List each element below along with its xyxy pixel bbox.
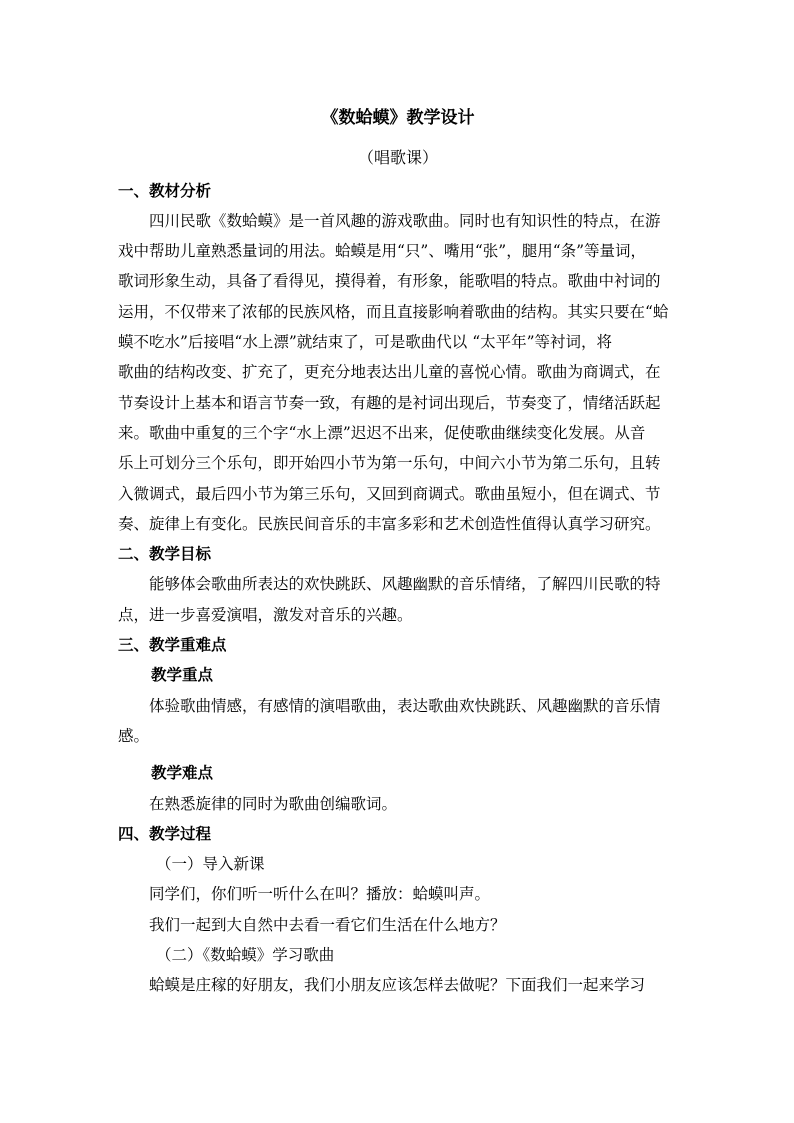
document-content: [118, 103, 678, 1001]
subheading-key-point: 教学重点: [151, 665, 214, 685]
paragraph-line: 节奏设计上基本和语言节奏一致，有趣的是衬词出现后，节奏变了，情绪活跃起: [118, 393, 661, 412]
spacer: [118, 751, 678, 758]
section-body-objectives: [118, 569, 678, 630]
subheading-difficult-point: 教学难点: [151, 763, 214, 783]
paragraph-line: 歌词形象生动，具备了看得见，摸得着，有形象，能歌唱的特点。歌曲中衬词的: [118, 272, 661, 291]
section-heading-process: 四、教学过程: [118, 823, 212, 843]
section-body-learn-song: [118, 970, 678, 1000]
section-heading-key-difficult-points: 三、教学重难点: [118, 635, 227, 655]
paragraph-line: 运用，不仅带来了浓郁的民族风格，而且直接影响着歌曲的结构。其实只要在“蛤: [118, 302, 669, 321]
paragraph-line: 来。歌曲中重复的三个字“水上漂”迟迟不出来，促使歌曲继续变化发展。从音: [118, 423, 646, 442]
paragraph-line: 蛤蟆是庄稼的好朋友，我们小朋友应该怎样去做呢？下面我们一起来学习: [149, 976, 646, 995]
paragraph-line: 在熟悉旋律的同时为歌曲创编歌词。: [149, 794, 398, 813]
paragraph-line: 四川民歌《数蛤蟆》是一首风趣的游戏歌曲。同时也有知识性的特点，在游: [149, 211, 661, 230]
paragraph-line: 同学们，你们听一听什么在叫？播放：蛤蟆叫声。: [149, 885, 491, 904]
paragraph-line: 奏、旋律上有变化。民族民间音乐的丰富多彩和艺术创造性值得认真学习研究。: [118, 514, 661, 533]
step-heading-learn-song: （二）《数蛤蟆》学习歌曲: [156, 946, 335, 965]
paragraph-line: 我们一起到大自然中去看一看它们生活在什么地方？: [149, 915, 506, 934]
paragraph-line: 体验歌曲情感，有感情的演唱歌曲，表达歌曲欢快跳跃、风趣幽默的音乐情: [149, 696, 661, 715]
paragraph-line: 蟆不吃水”后接唱“水上漂”就结束了，可是歌曲代以 “太平年”等衬词，将: [118, 333, 613, 352]
paragraph-line: 能够体会歌曲所表达的欢快跳跃、风趣幽默的音乐情绪，了解四川民歌的特: [149, 575, 661, 594]
document-title: 《数蛤蟆》教学设计: [321, 108, 475, 128]
section-body-key-point: [118, 691, 678, 752]
section-body-difficult-point: [118, 789, 678, 819]
section-body-analysis: [118, 206, 678, 539]
step-heading-intro: （一）导入新课: [156, 855, 265, 874]
document-subtitle: （唱歌课）: [357, 148, 438, 168]
section-heading-objectives: 二、教学目标: [118, 544, 212, 564]
paragraph-line: 点，进一步喜爱演唱，激发对音乐的兴趣。: [118, 605, 413, 624]
paragraph-line: 乐上可划分三个乐句，即开始四小节为第一乐句，中间六小节为第二乐句，且转: [118, 454, 661, 473]
paragraph-line: 感。: [118, 726, 150, 745]
paragraph-line: 入微调式，最后四小节为第三乐句，又回到商调式。歌曲虽短小，但在调式、节: [118, 484, 661, 503]
paragraph-line: 戏中帮助儿童熟悉量词的用法。蛤蟆是用“只”、嘴用“张”，腿用“条”等量词，: [118, 242, 647, 261]
section-heading-analysis: 一、教材分析: [118, 180, 212, 200]
section-body-intro: [118, 879, 678, 940]
paragraph-line: 歌曲的结构改变、扩充了，更充分地表达出儿童的喜悦心情。歌曲为商调式，在: [118, 363, 661, 382]
